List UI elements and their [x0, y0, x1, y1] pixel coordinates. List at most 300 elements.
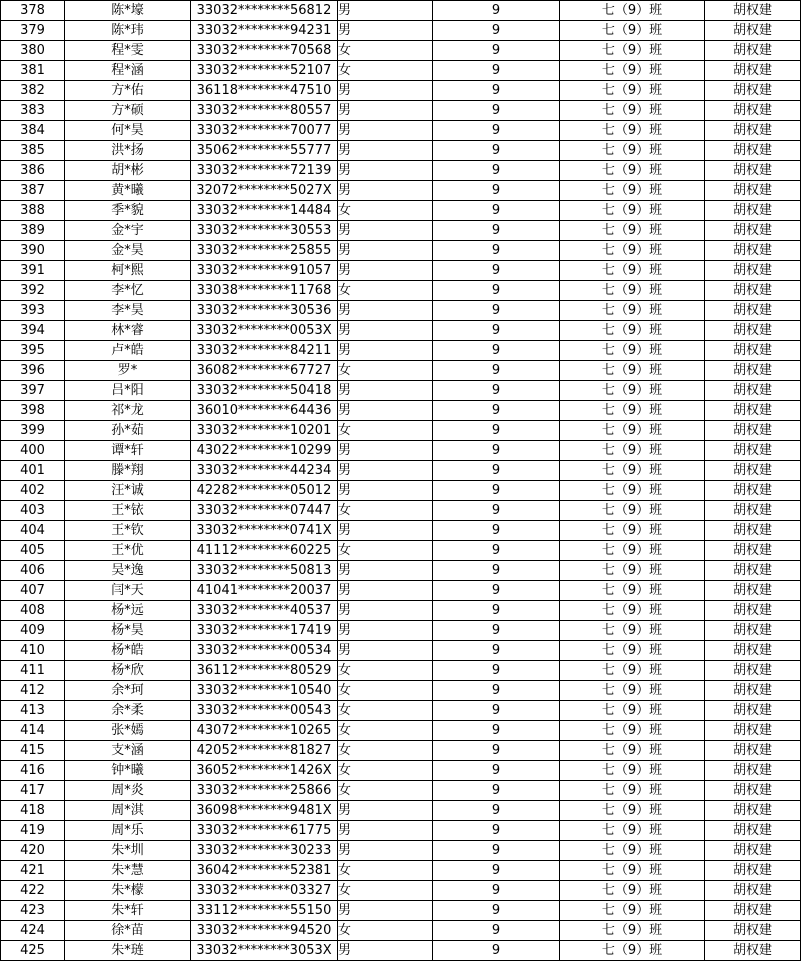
row-number-cell: 423 [1, 901, 65, 921]
row-number-cell: 382 [1, 81, 65, 101]
class-cell: 七（9）班 [560, 681, 705, 701]
id-number-cell: 33032********10540 [191, 681, 338, 701]
gender-cell: 女 [338, 501, 433, 521]
table-row [1, 141, 801, 161]
class-cell: 七（9）班 [560, 81, 705, 101]
teacher-cell: 胡权建 [705, 781, 801, 801]
grade-cell: 9 [433, 461, 560, 481]
row-number-cell: 385 [1, 141, 65, 161]
id-number-cell: 33032********94231 [191, 21, 338, 41]
row-number-cell: 383 [1, 101, 65, 121]
class-cell: 七（9）班 [560, 361, 705, 381]
teacher-cell: 胡权建 [705, 421, 801, 441]
class-cell: 七（9）班 [560, 441, 705, 461]
grade-cell: 9 [433, 781, 560, 801]
gender-cell: 女 [338, 861, 433, 881]
student-name-cell: 朱*檬 [65, 881, 191, 901]
teacher-cell: 胡权建 [705, 561, 801, 581]
student-name-cell: 徐*苗 [65, 921, 191, 941]
row-number-cell: 391 [1, 261, 65, 281]
gender-cell: 男 [338, 621, 433, 641]
gender-cell: 女 [338, 61, 433, 81]
grade-cell: 9 [433, 801, 560, 821]
teacher-cell: 胡权建 [705, 661, 801, 681]
table-row [1, 341, 801, 361]
gender-cell: 男 [338, 461, 433, 481]
teacher-cell: 胡权建 [705, 281, 801, 301]
gender-cell: 女 [338, 361, 433, 381]
table-row [1, 521, 801, 541]
teacher-cell: 胡权建 [705, 681, 801, 701]
student-name-cell: 闫*天 [65, 581, 191, 601]
gender-cell: 女 [338, 681, 433, 701]
table-row [1, 101, 801, 121]
gender-cell: 男 [338, 381, 433, 401]
teacher-cell: 胡权建 [705, 881, 801, 901]
teacher-cell: 胡权建 [705, 801, 801, 821]
teacher-cell: 胡权建 [705, 701, 801, 721]
class-cell: 七（9）班 [560, 221, 705, 241]
teacher-cell: 胡权建 [705, 841, 801, 861]
table-row [1, 201, 801, 221]
teacher-cell: 胡权建 [705, 41, 801, 61]
table-row [1, 281, 801, 301]
gender-cell: 女 [338, 921, 433, 941]
table-row [1, 661, 801, 681]
student-name-cell: 林*睿 [65, 321, 191, 341]
table-row [1, 481, 801, 501]
teacher-cell: 胡权建 [705, 501, 801, 521]
class-cell: 七（9）班 [560, 261, 705, 281]
grade-cell: 9 [433, 441, 560, 461]
id-number-cell: 33032********3053X [191, 941, 338, 961]
student-name-cell: 朱*轩 [65, 901, 191, 921]
teacher-cell: 胡权建 [705, 21, 801, 41]
table-row [1, 461, 801, 481]
gender-cell: 男 [338, 521, 433, 541]
teacher-cell: 胡权建 [705, 721, 801, 741]
id-number-cell: 33032********25866 [191, 781, 338, 801]
row-number-cell: 393 [1, 301, 65, 321]
student-name-cell: 余*柔 [65, 701, 191, 721]
student-name-cell: 王*优 [65, 541, 191, 561]
id-number-cell: 33032********61775 [191, 821, 338, 841]
row-number-cell: 415 [1, 741, 65, 761]
student-name-cell: 王*铱 [65, 501, 191, 521]
gender-cell: 男 [338, 481, 433, 501]
gender-cell: 女 [338, 281, 433, 301]
student-name-cell: 汪*诚 [65, 481, 191, 501]
student-name-cell: 余*珂 [65, 681, 191, 701]
gender-cell: 女 [338, 761, 433, 781]
gender-cell: 男 [338, 581, 433, 601]
gender-cell: 男 [338, 261, 433, 281]
student-name-cell: 吴*逸 [65, 561, 191, 581]
grade-cell: 9 [433, 621, 560, 641]
class-cell: 七（9）班 [560, 121, 705, 141]
class-cell: 七（9）班 [560, 401, 705, 421]
class-cell: 七（9）班 [560, 861, 705, 881]
id-number-cell: 33032********0741X [191, 521, 338, 541]
gender-cell: 男 [338, 181, 433, 201]
grade-cell: 9 [433, 141, 560, 161]
teacher-cell: 胡权建 [705, 121, 801, 141]
gender-cell: 男 [338, 561, 433, 581]
row-number-cell: 419 [1, 821, 65, 841]
id-number-cell: 32072********5027X [191, 181, 338, 201]
teacher-cell: 胡权建 [705, 601, 801, 621]
gender-cell: 男 [338, 441, 433, 461]
teacher-cell: 胡权建 [705, 321, 801, 341]
grade-cell: 9 [433, 401, 560, 421]
row-number-cell: 410 [1, 641, 65, 661]
id-number-cell: 33032********91057 [191, 261, 338, 281]
teacher-cell: 胡权建 [705, 201, 801, 221]
student-name-cell: 黄*曦 [65, 181, 191, 201]
id-number-cell: 36042********52381 [191, 861, 338, 881]
gender-cell: 男 [338, 341, 433, 361]
gender-cell: 男 [338, 121, 433, 141]
row-number-cell: 421 [1, 861, 65, 881]
table-row [1, 701, 801, 721]
id-number-cell: 36082********67727 [191, 361, 338, 381]
table-row [1, 1, 801, 21]
table-row [1, 641, 801, 661]
teacher-cell: 胡权建 [705, 161, 801, 181]
student-name-cell: 方*硕 [65, 101, 191, 121]
id-number-cell: 36112********80529 [191, 661, 338, 681]
grade-cell: 9 [433, 481, 560, 501]
table-row [1, 261, 801, 281]
class-cell: 七（9）班 [560, 781, 705, 801]
table-row [1, 761, 801, 781]
table-row [1, 601, 801, 621]
grade-cell: 9 [433, 701, 560, 721]
student-name-cell: 滕*翔 [65, 461, 191, 481]
teacher-cell: 胡权建 [705, 381, 801, 401]
row-number-cell: 413 [1, 701, 65, 721]
class-cell: 七（9）班 [560, 1, 705, 21]
student-name-cell: 李*忆 [65, 281, 191, 301]
student-name-cell: 支*涵 [65, 741, 191, 761]
id-number-cell: 33112********55150 [191, 901, 338, 921]
table-row [1, 181, 801, 201]
class-cell: 七（9）班 [560, 341, 705, 361]
id-number-cell: 42282********05012 [191, 481, 338, 501]
table-row [1, 941, 801, 961]
row-number-cell: 414 [1, 721, 65, 741]
gender-cell: 女 [338, 661, 433, 681]
row-number-cell: 381 [1, 61, 65, 81]
row-number-cell: 403 [1, 501, 65, 521]
row-number-cell: 380 [1, 41, 65, 61]
id-number-cell: 33032********17419 [191, 621, 338, 641]
grade-cell: 9 [433, 861, 560, 881]
class-cell: 七（9）班 [560, 581, 705, 601]
row-number-cell: 402 [1, 481, 65, 501]
grade-cell: 9 [433, 41, 560, 61]
teacher-cell: 胡权建 [705, 521, 801, 541]
teacher-cell: 胡权建 [705, 341, 801, 361]
grade-cell: 9 [433, 201, 560, 221]
teacher-cell: 胡权建 [705, 81, 801, 101]
gender-cell: 女 [338, 201, 433, 221]
student-name-cell: 卢*皓 [65, 341, 191, 361]
row-number-cell: 396 [1, 361, 65, 381]
table-row [1, 621, 801, 641]
grade-cell: 9 [433, 261, 560, 281]
id-number-cell: 33032********10201 [191, 421, 338, 441]
class-cell: 七（9）班 [560, 21, 705, 41]
teacher-cell: 胡权建 [705, 921, 801, 941]
teacher-cell: 胡权建 [705, 361, 801, 381]
class-cell: 七（9）班 [560, 301, 705, 321]
teacher-cell: 胡权建 [705, 261, 801, 281]
class-cell: 七（9）班 [560, 181, 705, 201]
class-cell: 七（9）班 [560, 461, 705, 481]
id-number-cell: 33032********40537 [191, 601, 338, 621]
gender-cell: 男 [338, 801, 433, 821]
row-number-cell: 386 [1, 161, 65, 181]
row-number-cell: 399 [1, 421, 65, 441]
grade-cell: 9 [433, 1, 560, 21]
student-name-cell: 周*乐 [65, 821, 191, 841]
row-number-cell: 404 [1, 521, 65, 541]
class-cell: 七（9）班 [560, 281, 705, 301]
table-row [1, 401, 801, 421]
gender-cell: 女 [338, 781, 433, 801]
table-row [1, 41, 801, 61]
teacher-cell: 胡权建 [705, 301, 801, 321]
class-cell: 七（9）班 [560, 61, 705, 81]
student-name-cell: 朱*琏 [65, 941, 191, 961]
id-number-cell: 33032********80557 [191, 101, 338, 121]
table-row [1, 361, 801, 381]
table-row [1, 841, 801, 861]
student-name-cell: 杨*欣 [65, 661, 191, 681]
gender-cell: 女 [338, 701, 433, 721]
id-number-cell: 36052********1426X [191, 761, 338, 781]
teacher-cell: 胡权建 [705, 861, 801, 881]
class-cell: 七（9）班 [560, 101, 705, 121]
id-number-cell: 33032********50418 [191, 381, 338, 401]
id-number-cell: 33032********44234 [191, 461, 338, 481]
grade-cell: 9 [433, 821, 560, 841]
class-cell: 七（9）班 [560, 161, 705, 181]
id-number-cell: 33032********30233 [191, 841, 338, 861]
teacher-cell: 胡权建 [705, 621, 801, 641]
id-number-cell: 33032********30553 [191, 221, 338, 241]
gender-cell: 男 [338, 141, 433, 161]
class-cell: 七（9）班 [560, 601, 705, 621]
table-row [1, 501, 801, 521]
id-number-cell: 33032********07447 [191, 501, 338, 521]
grade-cell: 9 [433, 761, 560, 781]
grade-cell: 9 [433, 661, 560, 681]
student-name-cell: 金*宇 [65, 221, 191, 241]
teacher-cell: 胡权建 [705, 181, 801, 201]
student-name-cell: 王*钦 [65, 521, 191, 541]
roster-body [1, 1, 801, 961]
student-name-cell: 祁*龙 [65, 401, 191, 421]
row-number-cell: 424 [1, 921, 65, 941]
grade-cell: 9 [433, 21, 560, 41]
gender-cell: 男 [338, 1, 433, 21]
id-number-cell: 33032********0053X [191, 321, 338, 341]
class-cell: 七（9）班 [560, 821, 705, 841]
grade-cell: 9 [433, 561, 560, 581]
class-cell: 七（9）班 [560, 541, 705, 561]
table-row [1, 741, 801, 761]
teacher-cell: 胡权建 [705, 481, 801, 501]
class-cell: 七（9）班 [560, 381, 705, 401]
class-cell: 七（9）班 [560, 661, 705, 681]
student-name-cell: 朱*圳 [65, 841, 191, 861]
gender-cell: 男 [338, 301, 433, 321]
gender-cell: 男 [338, 821, 433, 841]
grade-cell: 9 [433, 941, 560, 961]
grade-cell: 9 [433, 281, 560, 301]
teacher-cell: 胡权建 [705, 461, 801, 481]
row-number-cell: 409 [1, 621, 65, 641]
table-row [1, 681, 801, 701]
teacher-cell: 胡权建 [705, 1, 801, 21]
teacher-cell: 胡权建 [705, 141, 801, 161]
class-cell: 七（9）班 [560, 761, 705, 781]
class-cell: 七（9）班 [560, 201, 705, 221]
class-cell: 七（9）班 [560, 721, 705, 741]
row-number-cell: 387 [1, 181, 65, 201]
row-number-cell: 425 [1, 941, 65, 961]
student-name-cell: 谭*轩 [65, 441, 191, 461]
id-number-cell: 41041********20037 [191, 581, 338, 601]
id-number-cell: 36098********9481X [191, 801, 338, 821]
grade-cell: 9 [433, 521, 560, 541]
row-number-cell: 418 [1, 801, 65, 821]
teacher-cell: 胡权建 [705, 641, 801, 661]
class-cell: 七（9）班 [560, 701, 705, 721]
student-name-cell: 金*昊 [65, 241, 191, 261]
row-number-cell: 389 [1, 221, 65, 241]
row-number-cell: 408 [1, 601, 65, 621]
student-name-cell: 李*昊 [65, 301, 191, 321]
row-number-cell: 407 [1, 581, 65, 601]
table-row [1, 901, 801, 921]
class-cell: 七（9）班 [560, 921, 705, 941]
id-number-cell: 33032********50813 [191, 561, 338, 581]
table-row [1, 801, 801, 821]
row-number-cell: 390 [1, 241, 65, 261]
grade-cell: 9 [433, 721, 560, 741]
teacher-cell: 胡权建 [705, 441, 801, 461]
gender-cell: 女 [338, 881, 433, 901]
table-row [1, 381, 801, 401]
row-number-cell: 406 [1, 561, 65, 581]
teacher-cell: 胡权建 [705, 101, 801, 121]
gender-cell: 男 [338, 841, 433, 861]
id-number-cell: 41112********60225 [191, 541, 338, 561]
table-row [1, 821, 801, 841]
gender-cell: 男 [338, 401, 433, 421]
teacher-cell: 胡权建 [705, 741, 801, 761]
teacher-cell: 胡权建 [705, 581, 801, 601]
class-cell: 七（9）班 [560, 421, 705, 441]
row-number-cell: 378 [1, 1, 65, 21]
class-cell: 七（9）班 [560, 521, 705, 541]
id-number-cell: 36118********47510 [191, 81, 338, 101]
class-cell: 七（9）班 [560, 481, 705, 501]
table-row [1, 21, 801, 41]
gender-cell: 男 [338, 321, 433, 341]
student-name-cell: 胡*彬 [65, 161, 191, 181]
student-name-cell: 程*雯 [65, 41, 191, 61]
id-number-cell: 33032********56812 [191, 1, 338, 21]
id-number-cell: 35062********55777 [191, 141, 338, 161]
class-cell: 七（9）班 [560, 841, 705, 861]
student-name-cell: 罗* [65, 361, 191, 381]
grade-cell: 9 [433, 881, 560, 901]
grade-cell: 9 [433, 61, 560, 81]
gender-cell: 女 [338, 421, 433, 441]
student-name-cell: 柯*熙 [65, 261, 191, 281]
grade-cell: 9 [433, 241, 560, 261]
student-name-cell: 杨*远 [65, 601, 191, 621]
class-cell: 七（9）班 [560, 801, 705, 821]
gender-cell: 男 [338, 161, 433, 181]
student-name-cell: 季*貌 [65, 201, 191, 221]
table-row [1, 881, 801, 901]
student-name-cell: 方*佑 [65, 81, 191, 101]
grade-cell: 9 [433, 601, 560, 621]
grade-cell: 9 [433, 901, 560, 921]
teacher-cell: 胡权建 [705, 901, 801, 921]
table-row [1, 161, 801, 181]
teacher-cell: 胡权建 [705, 941, 801, 961]
teacher-cell: 胡权建 [705, 241, 801, 261]
grade-cell: 9 [433, 541, 560, 561]
row-number-cell: 379 [1, 21, 65, 41]
id-number-cell: 33032********84211 [191, 341, 338, 361]
grade-cell: 9 [433, 321, 560, 341]
gender-cell: 女 [338, 541, 433, 561]
table-row [1, 921, 801, 941]
teacher-cell: 胡权建 [705, 541, 801, 561]
student-name-cell: 陈*壕 [65, 1, 191, 21]
table-row [1, 561, 801, 581]
grade-cell: 9 [433, 921, 560, 941]
grade-cell: 9 [433, 681, 560, 701]
row-number-cell: 400 [1, 441, 65, 461]
table-row [1, 581, 801, 601]
class-cell: 七（9）班 [560, 901, 705, 921]
id-number-cell: 33032********30536 [191, 301, 338, 321]
grade-cell: 9 [433, 121, 560, 141]
gender-cell: 男 [338, 81, 433, 101]
id-number-cell: 33038********11768 [191, 281, 338, 301]
id-number-cell: 42052********81827 [191, 741, 338, 761]
table-row [1, 61, 801, 81]
id-number-cell: 33032********52107 [191, 61, 338, 81]
student-name-cell: 吕*阳 [65, 381, 191, 401]
id-number-cell: 33032********03327 [191, 881, 338, 901]
gender-cell: 男 [338, 601, 433, 621]
id-number-cell: 33032********00543 [191, 701, 338, 721]
student-name-cell: 周*淇 [65, 801, 191, 821]
student-name-cell: 陈*玮 [65, 21, 191, 41]
id-number-cell: 33032********25855 [191, 241, 338, 261]
student-name-cell: 朱*慧 [65, 861, 191, 881]
row-number-cell: 394 [1, 321, 65, 341]
